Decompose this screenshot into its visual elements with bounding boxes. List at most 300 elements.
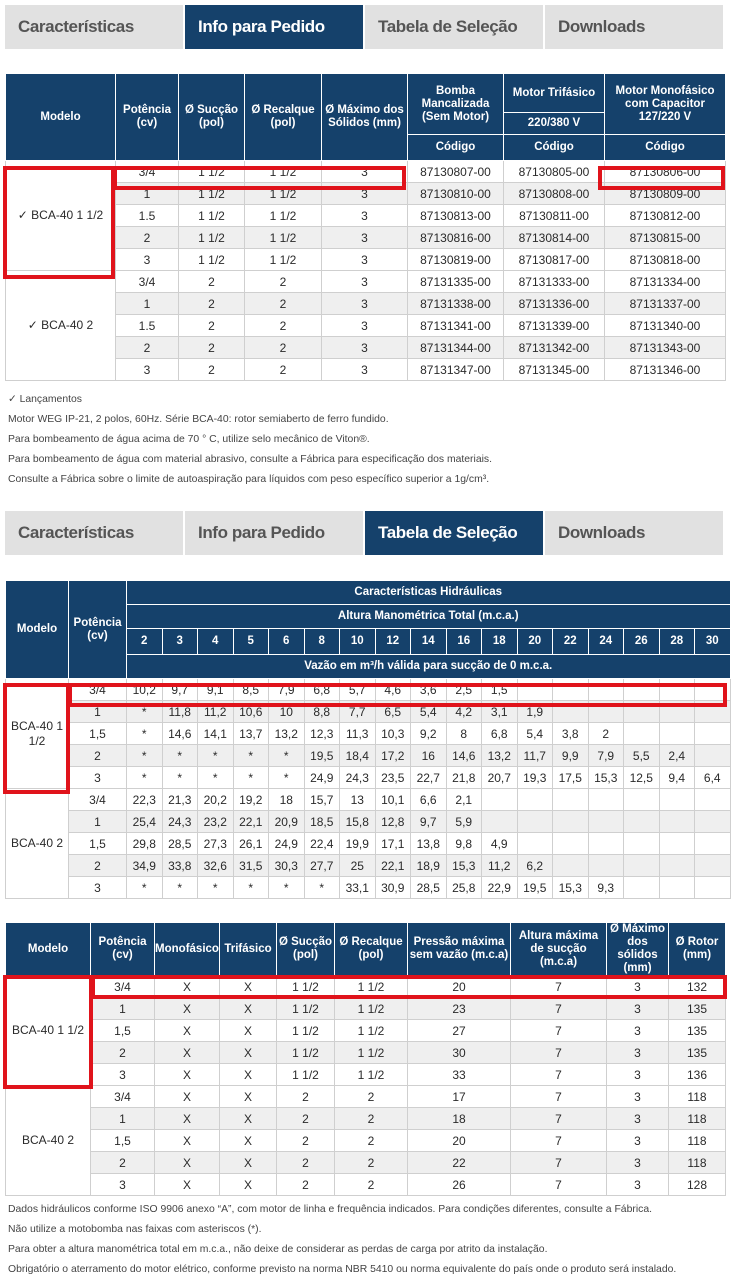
note-line: Para bombeamento de água com material abrasivo, consulte a Fábrica para especificação dos materiais. <box>8 454 492 465</box>
height-header: 2 <box>127 629 163 655</box>
table-cell: 32,6 <box>198 855 234 877</box>
table-cell: 30 <box>408 1042 511 1064</box>
height-header: 8 <box>304 629 340 655</box>
table-cell: 22,1 <box>233 811 269 833</box>
header-solidos: Ø Máximo dos Sólidos (mm) <box>322 74 408 161</box>
table-cell <box>624 855 660 877</box>
table-cell: 87131343-00 <box>605 337 726 359</box>
table-cell: 14,6 <box>162 723 198 745</box>
tab-tabela-selecao[interactable]: Tabela de Seleção <box>365 5 543 49</box>
table-cell: * <box>233 745 269 767</box>
table-cell <box>517 811 553 833</box>
table-cell: 3 <box>607 1042 669 1064</box>
table-cell: 5,9 <box>446 811 482 833</box>
table-cell: 15,3 <box>446 855 482 877</box>
table-cell: 3,1 <box>482 701 518 723</box>
header-motor-mono: Motor Monofásico com Capacitor 127/220 V <box>605 74 726 135</box>
spec-header: Monofásico <box>155 923 220 976</box>
table-cell: 87130813-00 <box>408 205 504 227</box>
table-row <box>6 1042 726 1064</box>
header-codigo-tri: Código <box>504 135 605 161</box>
table-cell: 87130819-00 <box>408 249 504 271</box>
table-cell: X <box>220 998 277 1020</box>
table-cell: 30,3 <box>269 855 305 877</box>
table-cell <box>588 855 624 877</box>
table-cell: 15,8 <box>340 811 376 833</box>
table-cell: 1 1/2 <box>179 227 245 249</box>
table-cell: 87130810-00 <box>408 183 504 205</box>
table-cell: 132 <box>669 976 726 998</box>
table-cell: 3/4 <box>91 1086 155 1108</box>
spec-header: Potência (cv) <box>91 923 155 976</box>
table-cell: 3 <box>607 1108 669 1130</box>
table-cell: 87131342-00 <box>504 337 605 359</box>
table-cell: * <box>269 877 305 899</box>
table-cell: 87130815-00 <box>605 227 726 249</box>
table-cell: 3/4 <box>69 679 127 701</box>
table-cell: 3 <box>607 1086 669 1108</box>
table-cell: 87130814-00 <box>504 227 605 249</box>
table-cell: 20 <box>408 976 511 998</box>
table-row <box>6 767 731 789</box>
table-cell: 31,5 <box>233 855 269 877</box>
table-cell: X <box>220 976 277 998</box>
tabs-middle <box>0 506 733 556</box>
table-cell: 27,7 <box>304 855 340 877</box>
table-row <box>6 1064 726 1086</box>
table-cell: X <box>155 998 220 1020</box>
table-cell: 87130811-00 <box>504 205 605 227</box>
table-cell: 2 <box>277 1108 335 1130</box>
spec-header: Ø Rotor (mm) <box>669 923 726 976</box>
height-header: 28 <box>659 629 695 655</box>
specs-table <box>5 922 726 1196</box>
table-cell: 3 <box>322 205 408 227</box>
table-cell: X <box>220 1174 277 1196</box>
table-cell <box>482 789 518 811</box>
table-cell: 87131346-00 <box>605 359 726 381</box>
table-cell: 3/4 <box>116 161 179 183</box>
table-cell <box>695 855 731 877</box>
table-cell: 7 <box>511 1020 607 1042</box>
table-cell: 3 <box>69 877 127 899</box>
table-cell: 20,2 <box>198 789 234 811</box>
table-cell: 18,9 <box>411 855 447 877</box>
table-cell: 2,1 <box>446 789 482 811</box>
table-cell: 6,2 <box>517 855 553 877</box>
table-row <box>6 998 726 1020</box>
table-cell: 6,8 <box>304 679 340 701</box>
table-cell: 6,4 <box>695 767 731 789</box>
table-cell: 5,7 <box>340 679 376 701</box>
model-name: BCA-40 2 <box>6 1086 91 1196</box>
note-line: Para obter a altura manométrica total em m.c.a., não deixe de considerar as perdas de carga por atrito da instalação. <box>8 1244 548 1255</box>
table-cell: 135 <box>669 1020 726 1042</box>
table-cell: 19,2 <box>233 789 269 811</box>
table-cell: 1 1/2 <box>179 183 245 205</box>
spec-header: Pressão máxima sem vazão (m.c.a) <box>408 923 511 976</box>
table-cell: 135 <box>669 998 726 1020</box>
spec-header: Ø Sucção (pol) <box>277 923 335 976</box>
table-cell: 27,3 <box>198 833 234 855</box>
model-name: BCA-40 2 <box>6 789 69 899</box>
table-row <box>6 1108 726 1130</box>
table-cell: 2 <box>335 1130 408 1152</box>
header-modelo: Modelo <box>6 581 69 679</box>
table-cell: 8 <box>446 723 482 745</box>
table-cell: X <box>155 1174 220 1196</box>
table-cell: 28,5 <box>411 877 447 899</box>
table-cell: 87131335-00 <box>408 271 504 293</box>
table-cell: 3 <box>91 1174 155 1196</box>
table-cell: 87131338-00 <box>408 293 504 315</box>
table-cell <box>588 789 624 811</box>
table-cell: 12,8 <box>375 811 411 833</box>
specs-notes <box>8 1200 676 1280</box>
table-cell: 1 1/2 <box>277 1042 335 1064</box>
table-cell: 1 <box>91 998 155 1020</box>
table-cell: 3 <box>91 1064 155 1086</box>
table-cell: 22,3 <box>127 789 163 811</box>
table-cell: 33,8 <box>162 855 198 877</box>
table-row <box>6 789 731 811</box>
table-cell: 22,9 <box>482 877 518 899</box>
table-cell: 17,1 <box>375 833 411 855</box>
table-row <box>6 811 731 833</box>
table-cell: 3 <box>116 249 179 271</box>
table-cell: X <box>155 1086 220 1108</box>
header-altura: Altura Manométrica Total (m.c.a.) <box>127 605 731 629</box>
table-cell: 1 1/2 <box>277 998 335 1020</box>
table-cell <box>517 679 553 701</box>
table-cell: * <box>127 745 163 767</box>
selection-table <box>5 580 731 899</box>
table-cell: 87130812-00 <box>605 205 726 227</box>
table-cell: 4,9 <box>482 833 518 855</box>
table-cell: 9,3 <box>588 877 624 899</box>
table-cell: 3 <box>607 976 669 998</box>
table-cell: 1 <box>69 811 127 833</box>
table-cell <box>517 789 553 811</box>
table-cell: 13,7 <box>233 723 269 745</box>
table-cell: X <box>220 1152 277 1174</box>
table-cell: 1 1/2 <box>335 998 408 1020</box>
table-cell <box>659 789 695 811</box>
table-cell: 2 <box>277 1174 335 1196</box>
table-cell: 1 <box>69 701 127 723</box>
table-cell: 25,4 <box>127 811 163 833</box>
table-cell: 26 <box>408 1174 511 1196</box>
table-cell <box>624 789 660 811</box>
table-cell <box>659 701 695 723</box>
table-cell: 28,5 <box>162 833 198 855</box>
table-cell: 11,2 <box>198 701 234 723</box>
table-cell: 10 <box>269 701 305 723</box>
table-cell: 22,1 <box>375 855 411 877</box>
table-cell: 15,3 <box>553 877 589 899</box>
table-row <box>6 833 731 855</box>
table-cell: 25 <box>340 855 376 877</box>
table-cell: * <box>198 745 234 767</box>
table-cell: X <box>220 1042 277 1064</box>
table-cell: * <box>269 767 305 789</box>
table-row <box>6 679 731 701</box>
table-cell: 3 <box>607 1020 669 1042</box>
header-bomba: Bomba Mancalizada (Sem Motor) <box>408 74 504 135</box>
table-cell: 13,8 <box>411 833 447 855</box>
header-recalque: Ø Recalque (pol) <box>245 74 322 161</box>
table-cell: 18,4 <box>340 745 376 767</box>
height-header: 18 <box>482 629 518 655</box>
table-cell: 3 <box>607 1152 669 1174</box>
table-cell: X <box>220 1020 277 1042</box>
table-row <box>6 1174 726 1196</box>
table-cell: 12,3 <box>304 723 340 745</box>
table-cell: 8,8 <box>304 701 340 723</box>
table-cell: 2 <box>277 1086 335 1108</box>
table-cell <box>482 811 518 833</box>
table-cell: 87130807-00 <box>408 161 504 183</box>
table-cell: 1 <box>116 293 179 315</box>
table-cell: 20 <box>408 1130 511 1152</box>
table-cell: 3/4 <box>69 789 127 811</box>
table-cell: 1 1/2 <box>277 1064 335 1086</box>
table-cell: 136 <box>669 1064 726 1086</box>
table-cell: 24,3 <box>162 811 198 833</box>
table-cell: 1 1/2 <box>245 249 322 271</box>
table-cell: 2 <box>245 359 322 381</box>
table-cell: 7,9 <box>588 745 624 767</box>
table-cell: 3 <box>607 1130 669 1152</box>
table-cell: 3/4 <box>116 271 179 293</box>
table-cell: 87131340-00 <box>605 315 726 337</box>
header-codigo-mono: Código <box>605 135 726 161</box>
table-cell: 3 <box>607 1064 669 1086</box>
table-cell: 7 <box>511 1042 607 1064</box>
table-cell: 2 <box>179 293 245 315</box>
table-cell: 2 <box>277 1130 335 1152</box>
table-cell: * <box>198 877 234 899</box>
table-cell: 2 <box>116 227 179 249</box>
table-cell: 87130808-00 <box>504 183 605 205</box>
tab-caracteristicas[interactable]: Características <box>5 5 183 49</box>
table-cell <box>553 811 589 833</box>
table-cell: 2 <box>245 293 322 315</box>
note-line: Não utilize a motobomba nas faixas com asteriscos (*). <box>8 1224 262 1235</box>
table-cell: 24,3 <box>340 767 376 789</box>
tab-info-pedido[interactable]: Info para Pedido <box>185 5 363 49</box>
table-cell: 7 <box>511 976 607 998</box>
table-cell: 87131339-00 <box>504 315 605 337</box>
note-line: Consulte a Fábrica sobre o limite de autoaspiração para líquidos com peso específico superior a 1g/cm³. <box>8 474 490 485</box>
table-cell: 5,4 <box>411 701 447 723</box>
table-cell: 3 <box>322 161 408 183</box>
table-cell <box>695 811 731 833</box>
table-cell: X <box>155 1108 220 1130</box>
height-header: 5 <box>233 629 269 655</box>
table-cell: 30,9 <box>375 877 411 899</box>
table-cell: 3 <box>322 359 408 381</box>
table-cell: 2,4 <box>659 745 695 767</box>
table-cell: 23 <box>408 998 511 1020</box>
table-row <box>6 1130 726 1152</box>
table-cell: 2 <box>245 315 322 337</box>
table-cell <box>588 679 624 701</box>
spec-header: Ø Máximo dos sólidos (mm) <box>607 923 669 976</box>
table-cell: 2 <box>179 271 245 293</box>
header-vazao: Vazão em m³/h válida para sucção de 0 m.c.a. <box>127 655 731 679</box>
table-cell: 2 <box>116 337 179 359</box>
table-cell: 23,2 <box>198 811 234 833</box>
table-cell: 3 <box>322 249 408 271</box>
table-cell <box>553 789 589 811</box>
order-notes <box>8 390 492 490</box>
header-codigo-bomba: Código <box>408 135 504 161</box>
table-cell: 17,2 <box>375 745 411 767</box>
table-cell: 87131337-00 <box>605 293 726 315</box>
table-cell: 19,9 <box>340 833 376 855</box>
table-cell: 2 <box>245 271 322 293</box>
table-cell: 19,5 <box>304 745 340 767</box>
table-cell: 1 1/2 <box>335 976 408 998</box>
note-line: Para bombeamento de água acima de 70 ° C, utilize selo mecânico de Viton®. <box>8 434 370 445</box>
table-cell: X <box>155 976 220 998</box>
tab-caracteristicas[interactable]: Características <box>5 511 183 555</box>
table-cell: 1,5 <box>69 723 127 745</box>
table-cell: 7 <box>511 1086 607 1108</box>
table-cell: * <box>304 877 340 899</box>
height-header: 10 <box>340 629 376 655</box>
table-cell: 87130805-00 <box>504 161 605 183</box>
table-cell: 3 <box>607 998 669 1020</box>
table-cell: 87131347-00 <box>408 359 504 381</box>
table-cell <box>695 701 731 723</box>
table-cell: 1 1/2 <box>277 976 335 998</box>
table-cell: 15,3 <box>588 767 624 789</box>
table-cell: * <box>233 877 269 899</box>
table-cell <box>659 833 695 855</box>
table-cell <box>553 701 589 723</box>
table-cell <box>695 877 731 899</box>
table-cell: X <box>155 1152 220 1174</box>
table-cell: 8,5 <box>233 679 269 701</box>
model-name: BCA-40 1 1/2 <box>6 976 91 1086</box>
note-line: Dados hidráulicos conforme ISO 9906 anexo “A”, com motor de linha e frequência indicados. Para condições diferentes, consulte a Fábrica. <box>8 1204 652 1215</box>
tab-downloads[interactable]: Downloads <box>545 5 723 49</box>
table-cell: 3 <box>116 359 179 381</box>
table-cell: 3 <box>69 767 127 789</box>
height-header: 14 <box>411 629 447 655</box>
table-cell: 2 <box>179 315 245 337</box>
table-cell: 20,9 <box>269 811 305 833</box>
tab-tabela-selecao[interactable]: Tabela de Seleção <box>365 511 543 555</box>
table-cell: * <box>162 745 198 767</box>
table-cell: 1 1/2 <box>245 227 322 249</box>
table-cell: 87130806-00 <box>605 161 726 183</box>
tabs-top <box>0 0 733 50</box>
table-cell <box>695 723 731 745</box>
table-row <box>6 855 731 877</box>
table-cell: 2 <box>277 1152 335 1174</box>
table-cell: * <box>127 701 163 723</box>
table-cell: 16 <box>411 745 447 767</box>
table-cell: * <box>162 877 198 899</box>
table-cell: 9,8 <box>446 833 482 855</box>
table-cell: 6,8 <box>482 723 518 745</box>
table-cell: X <box>220 1086 277 1108</box>
height-header: 24 <box>588 629 624 655</box>
table-cell <box>659 679 695 701</box>
table-cell: 87130809-00 <box>605 183 726 205</box>
table-cell: 2 <box>179 337 245 359</box>
table-cell: 87130816-00 <box>408 227 504 249</box>
table-row <box>6 271 726 293</box>
table-cell: X <box>220 1064 277 1086</box>
table-cell: 87130817-00 <box>504 249 605 271</box>
table-cell: 3 <box>322 337 408 359</box>
table-cell: 1 1/2 <box>335 1020 408 1042</box>
table-cell: 87131333-00 <box>504 271 605 293</box>
table-cell: 14,1 <box>198 723 234 745</box>
table-cell: 6,6 <box>411 789 447 811</box>
table-cell: 11,7 <box>517 745 553 767</box>
table-cell: 2 <box>335 1174 408 1196</box>
table-cell <box>553 833 589 855</box>
table-cell: 1.5 <box>116 315 179 337</box>
header-modelo: Modelo <box>6 74 116 161</box>
table-cell: 2 <box>179 359 245 381</box>
table-cell <box>695 789 731 811</box>
table-cell: 24,9 <box>304 767 340 789</box>
table-cell: 7 <box>511 1064 607 1086</box>
table-cell: 87131341-00 <box>408 315 504 337</box>
table-cell: 29,8 <box>127 833 163 855</box>
table-row <box>6 745 731 767</box>
table-cell: 118 <box>669 1152 726 1174</box>
table-row <box>6 701 731 723</box>
spec-header: Ø Recalque (pol) <box>335 923 408 976</box>
table-cell: 118 <box>669 1130 726 1152</box>
table-cell: 1,5 <box>69 833 127 855</box>
table-cell: 1 <box>116 183 179 205</box>
height-header: 3 <box>162 629 198 655</box>
table-row <box>6 976 726 998</box>
table-cell: * <box>269 745 305 767</box>
table-cell: 1,5 <box>91 1130 155 1152</box>
height-header: 22 <box>553 629 589 655</box>
table-cell: 1.5 <box>116 205 179 227</box>
height-header: 12 <box>375 629 411 655</box>
table-cell: * <box>198 767 234 789</box>
table-cell: 3/4 <box>91 976 155 998</box>
tab-downloads[interactable]: Downloads <box>545 511 723 555</box>
table-cell: 87131344-00 <box>408 337 504 359</box>
table-cell: 5,4 <box>517 723 553 745</box>
table-cell: 19,5 <box>517 877 553 899</box>
table-cell: 19,3 <box>517 767 553 789</box>
spec-header: Altura máxima de sucção (m.c.a) <box>511 923 607 976</box>
table-cell: 2 <box>69 855 127 877</box>
table-cell: 128 <box>669 1174 726 1196</box>
header-succao: Ø Sucção (pol) <box>179 74 245 161</box>
table-cell: 12,5 <box>624 767 660 789</box>
table-cell: 1 1/2 <box>277 1020 335 1042</box>
note-line: Obrigatório o aterramento do motor elétrico, conforme previsto na norma NBR 5410 ou norma equivalente do país onde o produto será instalado. <box>8 1264 677 1275</box>
table-row <box>6 1020 726 1042</box>
table-cell: 3 <box>322 315 408 337</box>
table-cell <box>659 877 695 899</box>
tab-info-pedido[interactable]: Info para Pedido <box>185 511 363 555</box>
